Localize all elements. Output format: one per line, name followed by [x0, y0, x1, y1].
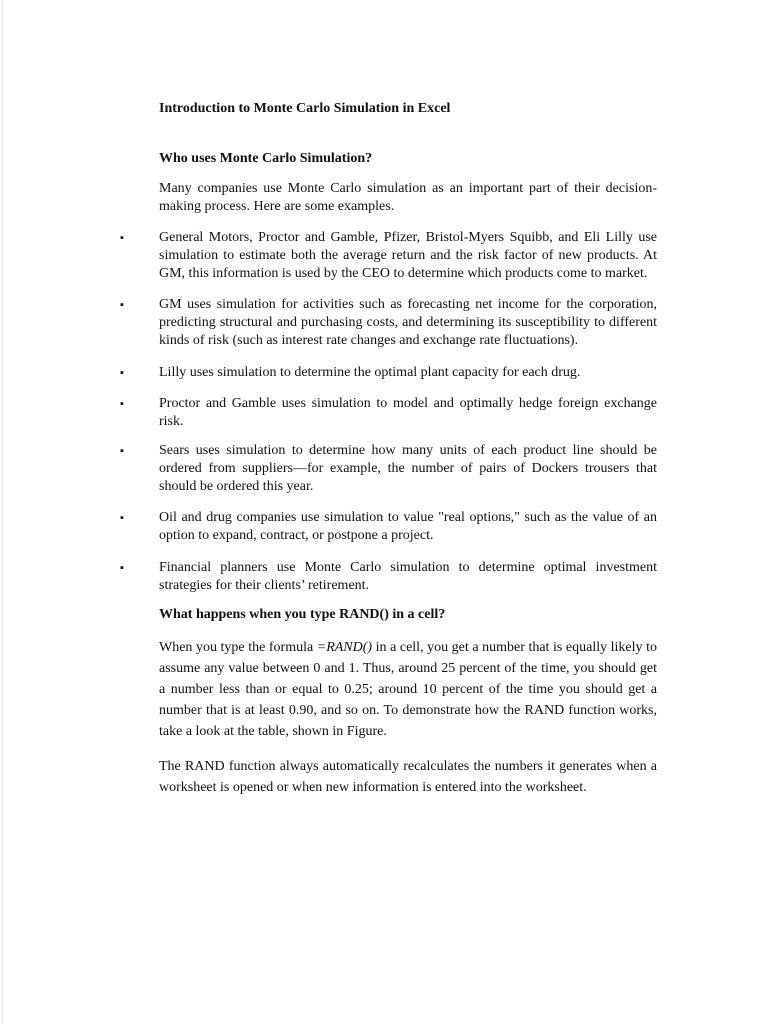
square-bullet-icon: ▪	[120, 398, 124, 410]
recalc-paragraph: The RAND function always automatically recalculates the numbers it generates when a worksheet is opened or when new information is entered into the worksheet.	[159, 759, 657, 795]
square-bullet-icon: ▪	[120, 232, 124, 244]
bullet-item-gm-activities	[120, 296, 657, 350]
section-heading-who-uses: Who uses Monte Carlo Simulation?	[159, 151, 373, 166]
section-heading-rand: What happens when you type RAND() in a cell?	[159, 607, 446, 622]
square-bullet-icon: ▪	[120, 299, 124, 311]
bullet-text: Sears uses simulation to determine how many units of each product line should be ordered from suppliers—for example, the number of pairs of Dockers trousers that should be ordered this year.	[159, 443, 657, 494]
bullet-text: Financial planners use Monte Carlo simulation to determine optimal investment strategies for their clients’ retirement.	[159, 560, 657, 593]
bullet-text: Lilly uses simulation to determine the optimal plant capacity for each drug.	[159, 365, 581, 380]
document-page	[120, 100, 657, 812]
rand-formula: =RAND()	[316, 640, 373, 655]
bullet-text: Oil and drug companies use simulation to value "real options," such as the value of an option to expand, contract, or postpone a project.	[159, 510, 657, 543]
bullet-text: Proctor and Gamble uses simulation to model and optimally hedge foreign exchange risk.	[159, 396, 657, 429]
square-bullet-icon: ▪	[120, 445, 124, 457]
square-bullet-icon: ▪	[120, 512, 124, 524]
bullet-text: GM uses simulation for activities such as forecasting net income for the corporation, predicting structural and purchasing costs, and determining its susceptibility to different kinds of risk (such as interest rate changes and exchange rate fluctuations).	[159, 297, 657, 348]
bullet-item-oil-drug	[120, 509, 657, 545]
bullet-text: General Motors, Proctor and Gamble, Pfizer, Bristol-Myers Squibb, and Eli Lilly use simulation to estimate both the average return and the risk factor of new products. At GM, this information is used by the CEO to determine which products come to market.	[159, 230, 657, 281]
square-bullet-icon: ▪	[120, 367, 124, 379]
examples-bullet-list	[120, 229, 657, 595]
bullet-item-lilly	[120, 364, 657, 382]
bullet-item-sears	[120, 442, 657, 496]
intro-paragraph: Many companies use Monte Carlo simulation as an important part of their decision-making process. Here are some examples.	[159, 181, 657, 214]
bullet-item-proctor-gamble	[120, 395, 657, 431]
bullet-item-general-motors	[120, 229, 657, 283]
bullet-item-financial-planners	[120, 559, 657, 595]
rand-text-before: When you type the formula	[159, 640, 317, 655]
rand-paragraph	[159, 637, 657, 742]
rand-text-after: in a cell, you get a number that is equally likely to assume any value between 0 and 1. Thus, around 25 percent of the time, you should get a number less than or equal to 0.25; around 10 percent of the time you should get a number that is at least 0.90, and so on. To demonstrate how the RAND function works, take a look at the table, shown in Figure.	[159, 640, 657, 739]
square-bullet-icon: ▪	[120, 562, 124, 574]
page-edge-line	[2, 0, 3, 1024]
document-title: Introduction to Monte Carlo Simulation in Excel	[159, 101, 451, 116]
